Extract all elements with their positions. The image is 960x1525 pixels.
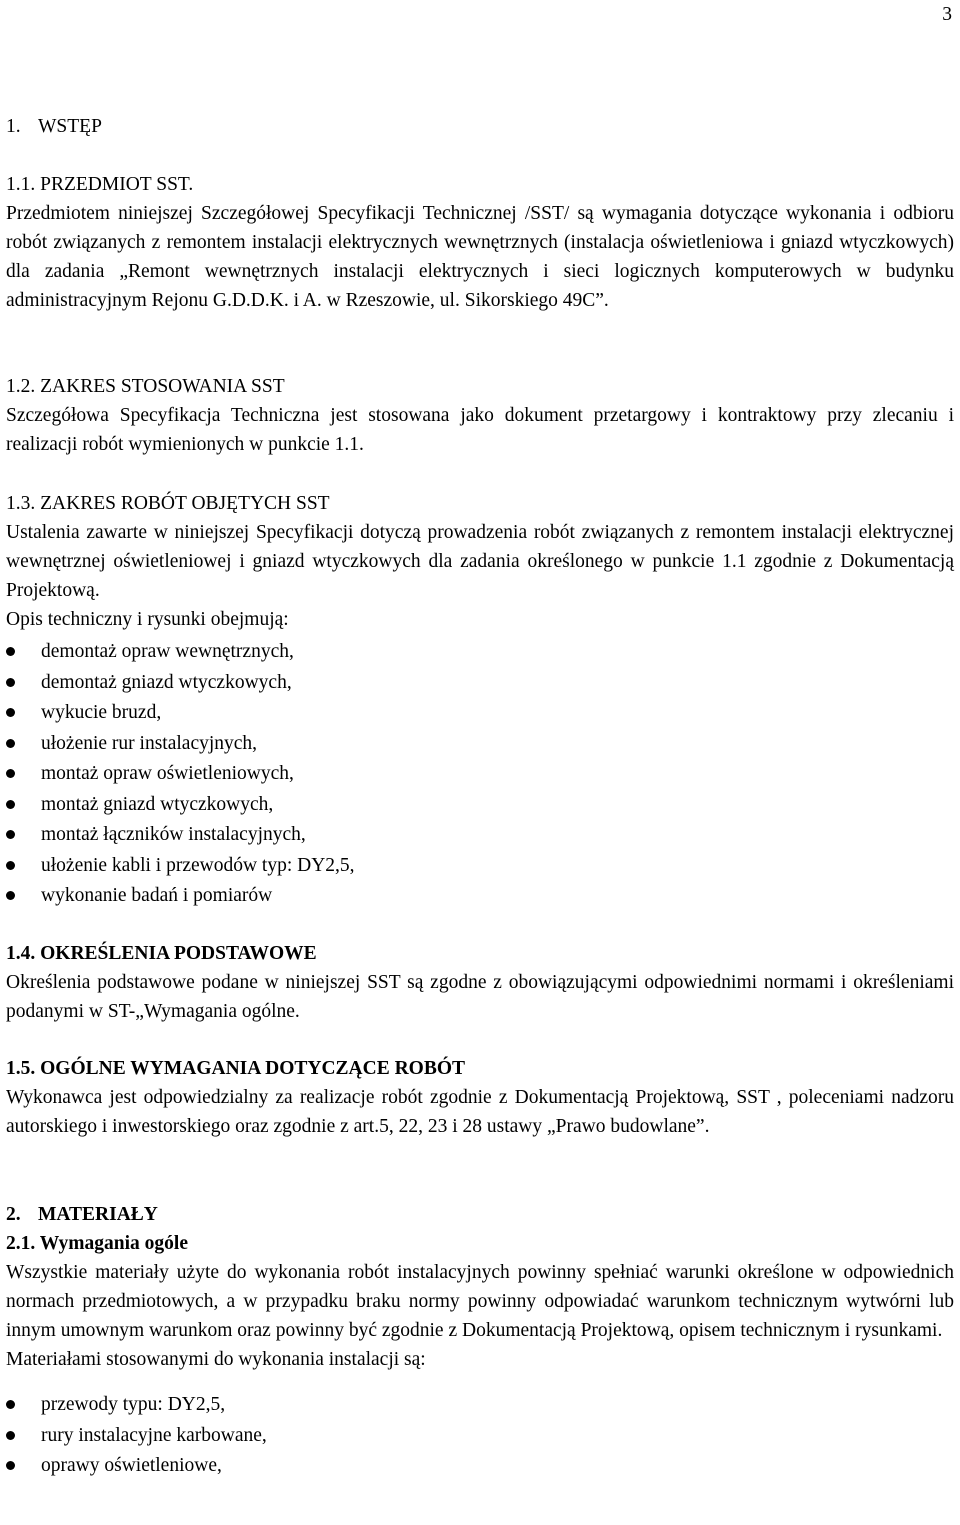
bullet-list <box>6 637 954 912</box>
section-heading: 1.3. ZAKRES ROBÓT OBJĘTYCH SST <box>6 493 330 514</box>
heading-materialy <box>6 1200 158 1229</box>
section-heading: 1.2. ZAKRES STOSOWANIA SST <box>6 376 285 397</box>
section-1-3 <box>6 489 954 912</box>
section-1-2 <box>6 372 954 459</box>
section-2-1 <box>6 1229 954 1482</box>
section-paragraph: Wykonawca jest odpowiedzialny za realizacje robót zgodnie z Dokumentacją Projektową, SST , poleceniami nadzoru autorskiego i inwestorskiego oraz zgodnie z art.5, 22, 23 i 28 ustawy „Prawo budowlane”. <box>6 1087 954 1137</box>
section-1-4 <box>6 939 954 1026</box>
page-number-text: 3 <box>942 4 952 25</box>
heading-title: WSTĘP <box>38 116 102 137</box>
list-item: ułożenie rur instalacyjnych, <box>6 729 954 760</box>
section-paragraph: Określenia podstawowe podane w niniejszej SST są zgodne z obowiązującymi odpowiednimi normami i określeniami podanymi w ST-„Wymagania ogólne. <box>6 972 954 1022</box>
section-1-5 <box>6 1054 954 1141</box>
page-number <box>942 0 952 29</box>
section-heading: 1.1. PRZEDMIOT SST. <box>6 174 194 195</box>
section-paragraph: Szczegółowa Specyfikacja Techniczna jest stosowana jako dokument przetargowy i kontraktowy przy zlecaniu i realizacji robót wymienionych w punkcie 1.1. <box>6 405 954 455</box>
list-intro: Materiałami stosowanymi do wykonania instalacji są: <box>6 1349 426 1370</box>
list-item: oprawy oświetleniowe, <box>6 1451 954 1482</box>
section-1-1 <box>6 170 954 315</box>
list-intro: Opis techniczny i rysunki obejmują: <box>6 609 289 630</box>
list-item: montaż gniazd wtyczkowych, <box>6 790 954 821</box>
section-heading: 2.1. Wymagania ogóle <box>6 1233 189 1254</box>
heading-number: 2. <box>6 1204 21 1225</box>
list-item: przewody typu: DY2,5, <box>6 1390 954 1421</box>
list-item: demontaż opraw wewnętrznych, <box>6 637 954 668</box>
list-item: demontaż gniazd wtyczkowych, <box>6 668 954 699</box>
heading-title: MATERIAŁY <box>38 1204 158 1225</box>
heading-number: 1. <box>6 116 21 137</box>
bullet-list <box>6 1390 954 1482</box>
section-paragraph: Ustalenia zawarte w niniejszej Specyfikacji dotyczą prowadzenia robót związanych z remontem instalacji elektrycznej wewnętrznej oświetleniowej i gniazd wtyczkowych dla zadania określonego w punkcie 1.1 zgodnie z Dokumentacją Projektową. <box>6 522 954 601</box>
list-item: wykonanie badań i pomiarów <box>6 881 954 912</box>
section-paragraph: Wszystkie materiały użyte do wykonania robót instalacyjnych powinny spełniać warunki określone w odpowiednich normach przedmiotowych, a w przypadku braku normy powinny odpowiadać warunkom technicznym wytwórni lub innym umownym warunkom oraz powinny być zgodnie z Dokumentacją Projektową, opisem technicznym i rysunkami. <box>6 1262 954 1341</box>
heading-wstep <box>6 112 102 141</box>
list-item: montaż opraw oświetleniowych, <box>6 759 954 790</box>
list-item: wykucie bruzd, <box>6 698 954 729</box>
list-item: rury instalacyjne karbowane, <box>6 1421 954 1452</box>
section-heading: 1.5. OGÓLNE WYMAGANIA DOTYCZĄCE ROBÓT <box>6 1058 466 1079</box>
list-item: ułożenie kabli i przewodów typ: DY2,5, <box>6 851 954 882</box>
section-heading: 1.4. OKREŚLENIA PODSTAWOWE <box>6 943 317 964</box>
list-item: montaż łączników instalacyjnych, <box>6 820 954 851</box>
section-paragraph: Przedmiotem niniejszej Szczegółowej Specyfikacji Technicznej /SST/ są wymagania dotyczące wykonania i odbioru robót związanych z remontem instalacji elektrycznych wewnętrznych (instalacja oświetleniowa i gniazd wtyczkowych) dla zadania „Remont wewnętrznych instalacji elektrycznych i sieci logicznych komputerowych w budynku administracyjnym Rejonu G.D.D.K. i A. w Rzeszowie, ul. Sikorskiego 49C”. <box>6 203 954 311</box>
